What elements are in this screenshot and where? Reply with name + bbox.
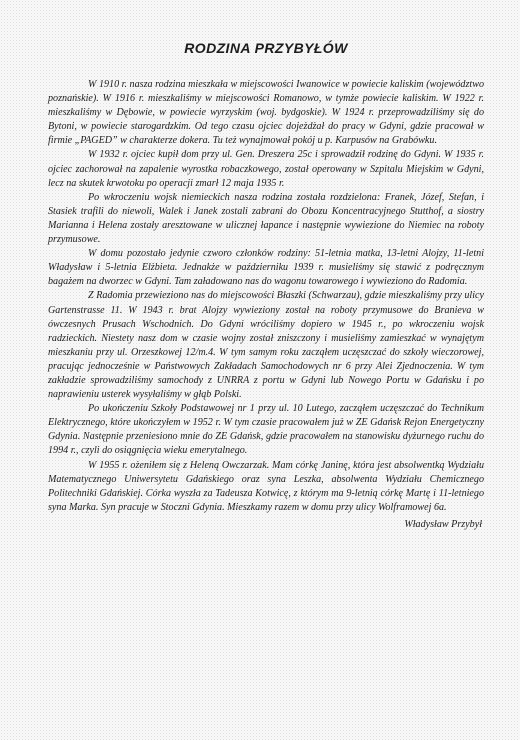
- paragraph-5: Z Radomia przewieziono nas do miejscowości Błaszki (Schwarzau), gdzie mieszkaliśmy przy ulicy Gartenstrasse 11. W 1943 r. brat Alojzy wywieziony został na roboty przymusowe do Branieva w ówczesnych Prusach Wschodnich. Do Gdyni wróciliśmy dopiero w 1945 r., po wkroczeniu wojsk radzieckich. Niestety nasz dom w czasie wojny został zniszczony i musieliśmy zamieszkać w wynajętym mieszkaniu przy ul. Orzeszkowej 12/m.4. W tym samym roku zacząłem uczęszczać do szkoły wieczorowej, pracując jednocześnie w Państwowych Zakładach Samochodowych nr 6 przy Alei Zjednoczenia. W tym zakładzie sprowadziliśmy samochody z UNRRA z portu w Gdyni lub Nowego Portu w Gdańsku i po naprawieniu usterek wysyłaliśmy w głąb Polski.: [48, 290, 484, 401]
- document-body: [48, 78, 484, 515]
- paragraph-4: W domu pozostało jedynie czworo członków rodziny: 51-letnia matka, 13-letni Alojzy, 11-letni Władysław i 5-letnia Elżbieta. Jednakże w październiku 1939 r. musieliśmy się stawić z podręcznym bagażem na dworzec w Gdyni. Tam załadowano nas do wagonu towarowego i wywieziono do Radomia.: [48, 248, 484, 288]
- paragraph-1: W 1910 r. nasza rodzina mieszkała w miejscowości Iwanowice w powiecie kaliskim (województwo poznańskie). W 1916 r. mieszkaliśmy w miejscowości Romanowo, w tymże powiecie kaliskim. W 1922 r. mieszkaliśmy w Dębowie, w powiecie wyrzyskim (woj. bydgoskie). W 1924 r. przeprowadziliśmy się do Bytoni, w powiecie starogardzkim. Od tego czasu ojciec dojeżdżał do pracy w Gdyni, gdzie pracował w firmie „PAGED” w charakterze dokera. Tu też wynajmował pokój u p. Karpusów na Grabówku.: [48, 79, 484, 147]
- paragraph-6: Po ukończeniu Szkoły Podstawowej nr 1 przy ul. 10 Lutego, zacząłem uczęszczać do Technikum Elektrycznego, które ukończyłem w 1952 r. W tym czasie pracowałem już w ZE Gdańsk Rejon Energetyczny Gdynia. Następnie przeniesiono mnie do ZE Gdańsk, gdzie pracowałem na stanowisku dyżurnego ruchu do 1994 r., czyli do osiągnięcia wieku emerytalnego.: [48, 403, 484, 457]
- author-signature: Władysław Przybył: [404, 518, 482, 530]
- document-title: RODZINA PRZYBYŁÓW: [184, 40, 348, 56]
- paragraph-7: W 1955 r. ożeniłem się z Heleną Owczarzak. Mam córkę Janinę, która jest absolwentką Wydziału Matematycznego Uniwersytetu Gdańskiego oraz syna Leszka, absolwenta Wydziału Chemicznego Politechniki Gdańskiej. Córka wyszła za Tadeusza Kotwicę, z którym ma 9-letnią córkę Martę i 11-letniego syna Marka. Syn pracuje w Stoczni Gdynia. Mieszkamy razem w domu przy ulicy Wolframowej 6a.: [48, 459, 484, 513]
- paragraph-2: W 1932 r. ojciec kupił dom przy ul. Gen. Dreszera 25c i sprowadził rodzinę do Gdyni. W 1935 r. ojciec zachorował na zapalenie wyrostka robaczkowego, został operowany w Szpitalu Miejskim w Gdyni, lecz na skutek krwotoku po operacji zmarł 12 maja 1935 r.: [48, 149, 484, 189]
- paragraph-3: Po wkroczeniu wojsk niemieckich nasza rodzina została rozdzielona: Franek, Józef, Stefan, i Stasiek trafili do niewoli, Walek i Janek zostali zabrani do Obozu Koncentracyjnego Stutthof, a siostry Marianna i Helena zostały aresztowane w ulicznej łapance i następnie wywiezione do Niemiec na roboty przymusowe.: [48, 191, 484, 246]
